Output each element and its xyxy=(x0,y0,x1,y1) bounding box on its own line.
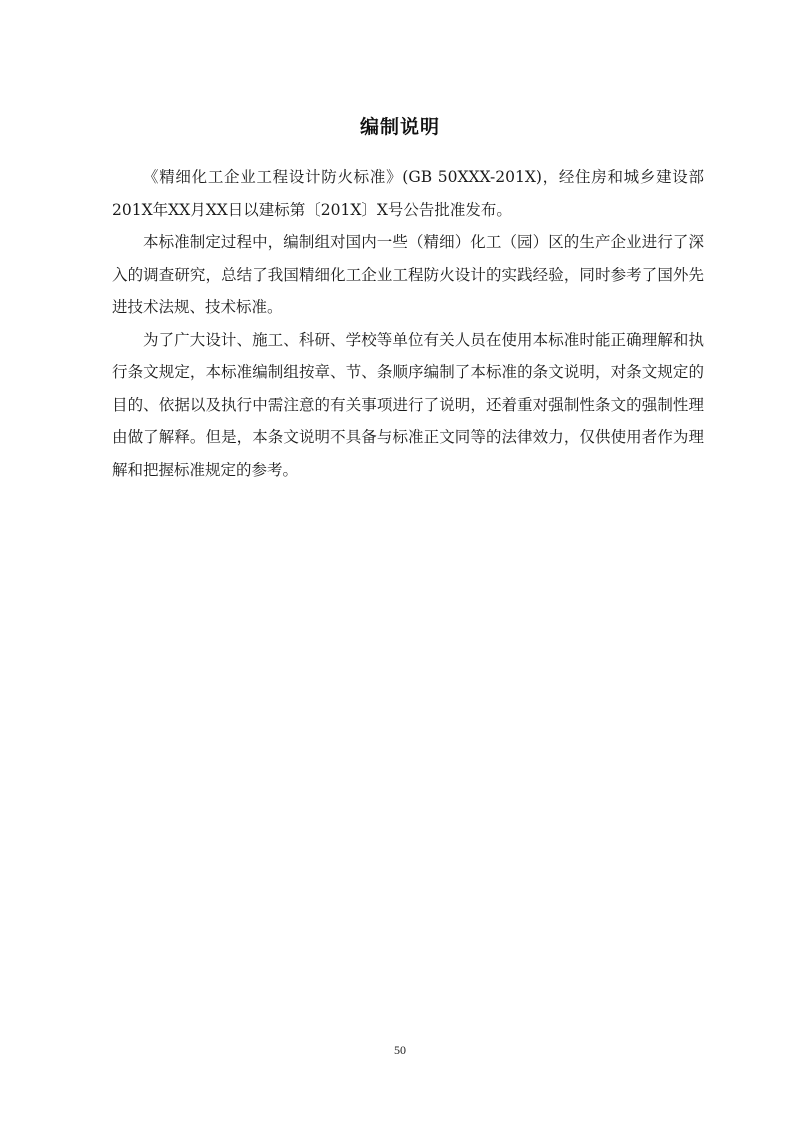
page-number: 50 xyxy=(394,1043,406,1057)
paragraph-purpose: 为了广大设计、施工、科研、学校等单位有关人员在使用本标准时能正确理解和执行条文规定，本标准编制组按章、节、条顺序编制了本标准的条文说明，对条文规定的目的、依据以及执行中需注意的有关事项进行了说明，还着重对强制性条文的强制性理由做了解释。但是，本条文说明不具备与标准正文同等的法律效力，仅供使用者作为理解和把握标准规定的参考。 xyxy=(112,330,704,479)
page-title: 编制说明 xyxy=(359,116,440,138)
document-body xyxy=(112,161,704,486)
paragraph-publication: 《精细化工企业工程设计防火标准》(GB 50XXX-201X)，经住房和城乡建设部201X年XX月XX日以建标第〔201X〕X号公告批准发布。 xyxy=(112,168,704,219)
paragraph-research: 本标准制定过程中，编制组对国内一些（精细）化工（园）区的生产企业进行了深入的调查研究，总结了我国精细化工企业工程防火设计的实践经验，同时参考了国外先进技术法规、技术标准。 xyxy=(112,233,704,316)
